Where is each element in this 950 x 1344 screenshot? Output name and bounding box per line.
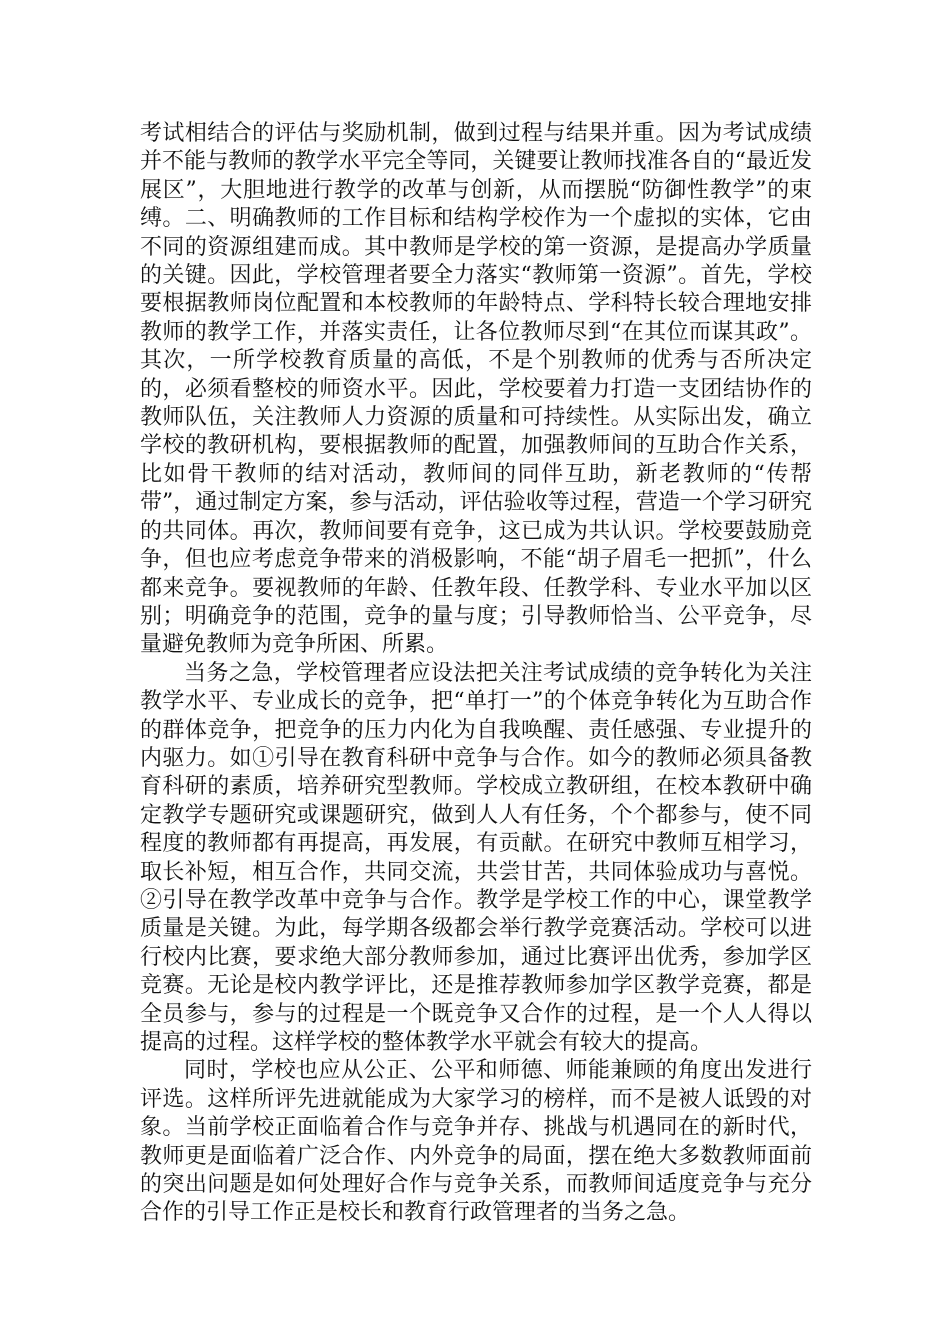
paragraph-urgent-task: 当务之急，学校管理者应设法把关注考试成绩的竞争转化为关注教学水平、专业成长的竞争，把“单打一”的个体竞争转化为互助合作的群体竞争，把竞争的压力内化为自我唤醒、责任感强、专业提升的内驱力。如①引导在教育科研中竞争与合作。如今的教师必须具备教育科研的素质，培养研究型教师。学校成立教研组，在校本教研中确定教学专题研究或课题研究，做到人人有任务，个个都参与，使不同程度的教师都有再提高，再发展，有贡献。在研究中教师互相学习，取长补短，相互合作，共同交流，共尝甘苦，共同体验成功与喜悦。②引导在教学改革中竞争与合作。教学是学校工作的中心，课堂教学质量是关键。为此，每学期各级都会举行教学竞赛活动。学校可以进行校内比赛，要求绝大部分教师参加，通过比赛评出优秀，参加学区竞赛。无论是校内教学评比，还是推荐教师参加学区教学竞赛，都是全员参与，参与的过程是一个既竞争又合作的过程，是一个人人得以提高的过程。这样学校的整体教学水平就会有较大的提高。 [140, 660, 812, 1055]
paragraph-continuation: 考试相结合的评估与奖励机制，做到过程与结果并重。因为考试成绩并不能与教师的教学水平完全等同，关键要让教师找准各自的“最近发展区”，大胆地进行教学的改革与创新，从而摆脱“防御性教学”的束缚。二、明确教师的工作目标和结构学校作为一个虚拟的实体，它由不同的资源组建而成。其中教师是学校的第一资源，是提高办学质量的关键。因此，学校管理者要全力落实“教师第一资源”。首先，学校要根据教师岗位配置和本校教师的年龄特点、学科特长较合理地安排教师的教学工作，并落实责任，让各位教师尽到“在其位而谋其政”。其次，一所学校教育质量的高低，不是个别教师的优秀与否所决定的，必须看整校的师资水平。因此，学校要着力打造一支团结协作的教师队伍，关注教师人力资源的质量和可持续性。从实际出发，确立学校的教研机构，要根据教师的配置，加强教师间的互助合作关系，比如骨干教师的结对活动，教师间的同伴互助，新老教师的“传帮带”，通过制定方案，参与活动，评估验收等过程，营造一个学习研究的共同体。再次，教师间要有竞争，这已成为共认识。学校要鼓励竞争，但也应考虑竞争带来的消极影响，不能“胡子眉毛一把抓”，什么都来竞争。要视教师的年龄、任教年段、任教学科、专业水平加以区别；明确竞争的范围，竞争的量与度；引导教师恰当、公平竞争，尽量避免教师为竞争所困、所累。 [140, 121, 812, 658]
paragraph-conclusion: 同时，学校也应从公正、公平和师德、师能兼顾的角度出发进行评选。这样所评先进就能成为大家学习的榜样，而不是被人诋毁的对象。当前学校正面临着合作与竞争并存、挑战与机遇同在的新时代，教师更是面临着广泛合作、内外竞争的局面，摆在绝大多数教师面前的突出问题是如何处理好合作与竞争关系，而教师间适度竞争与充分合作的引导工作正是校长和教育行政管理者的当务之急。 [140, 1058, 812, 1226]
document-body [140, 120, 812, 1228]
